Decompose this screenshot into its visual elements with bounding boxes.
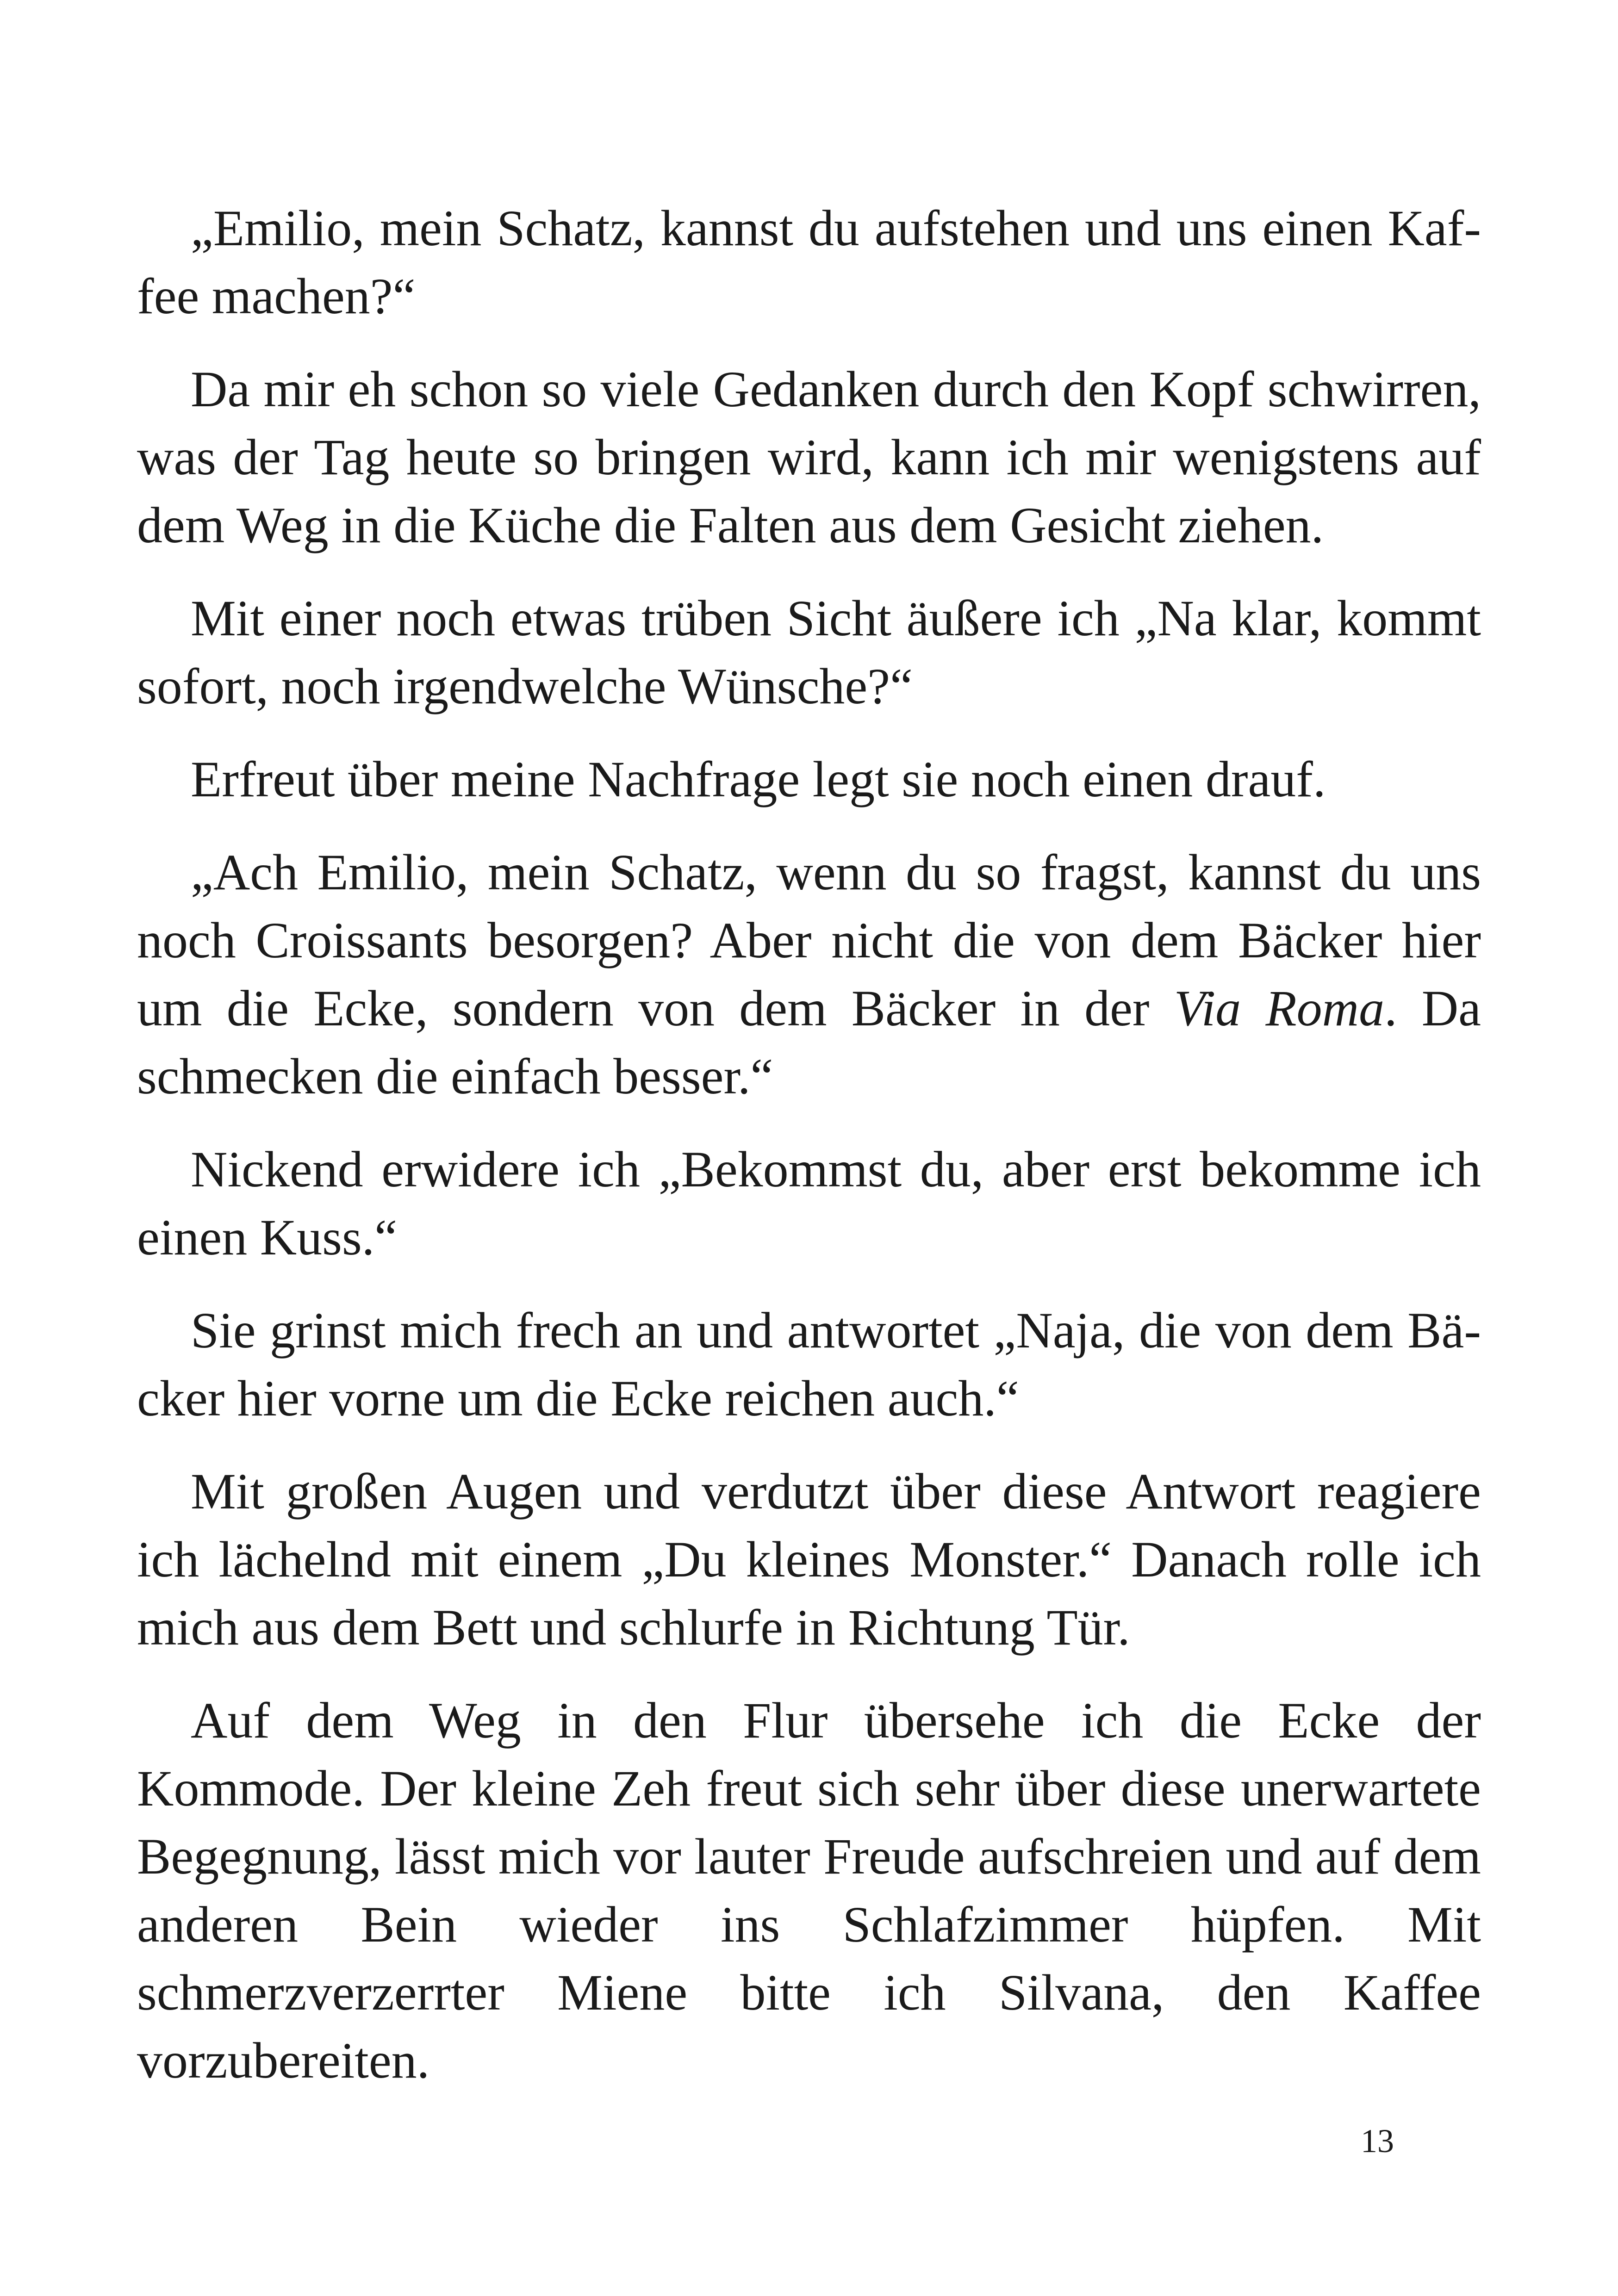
- body-text: [137, 194, 1481, 2095]
- paragraph-4: Erfreut über meine Nachfrage legt sie noch einen drauf.: [191, 751, 1326, 807]
- paragraph-7: Sie grinst mich frech an und antwortet „Naja, die von dem Bäcker hier vorne um die Ecke reichen auch.“: [137, 1302, 1481, 1427]
- paragraph-5-italic-place-name: Via Roma: [1174, 980, 1385, 1036]
- page-number: 13: [1361, 2122, 1394, 2159]
- paragraph-5-text-after: . Da schmecken die einfach besser.“: [137, 980, 1481, 1105]
- paragraph-1: „Emilio, mein Schatz, kannst du aufstehen und uns einen Kaffee machen?“: [137, 200, 1481, 324]
- paragraph-5-text-before: „Ach Emilio, mein Schatz, wenn du so fragst, kannst du uns noch Croissants besorgen? Aber nicht die von dem Bäcker hier um die Ecke, sondern von dem Bäcker in der: [137, 844, 1481, 1036]
- paragraph-9: Auf dem Weg in den Flur übersehe ich die Ecke der Kommode. Der kleine Zeh freut sich sehr über diese unerwartete Begegnung, lässt mich vor lauter Freude aufschreien und auf dem anderen Bein wieder ins Schlafzimmer hüpfen. Mit schmerzverzerrter Miene bitte ich Silvana, den Kaffee vorzubereiten.: [137, 1692, 1481, 2089]
- paragraph-5: [137, 838, 1481, 1111]
- paragraph-3: Mit einer noch etwas trüben Sicht äußere ich „Na klar, kommt sofort, noch irgendwelche Wünsche?“: [137, 590, 1481, 714]
- paragraph-8: Mit großen Augen und verdutzt über diese Antwort reagiere ich lächelnd mit einem „Du kleines Monster.“ Danach rolle ich mich aus dem Bett und schlurfe in Richtung Tür.: [137, 1463, 1481, 1656]
- paragraph-6: Nickend erwidere ich „Bekommst du, aber erst bekomme ich einen Kuss.“: [137, 1141, 1481, 1266]
- paragraph-2: Da mir eh schon so viele Gedanken durch den Kopf schwirren, was der Tag heute so bringen wird, kann ich mir wenigstens auf dem Weg in die Küche die Falten aus dem Gesicht ziehen.: [137, 361, 1481, 553]
